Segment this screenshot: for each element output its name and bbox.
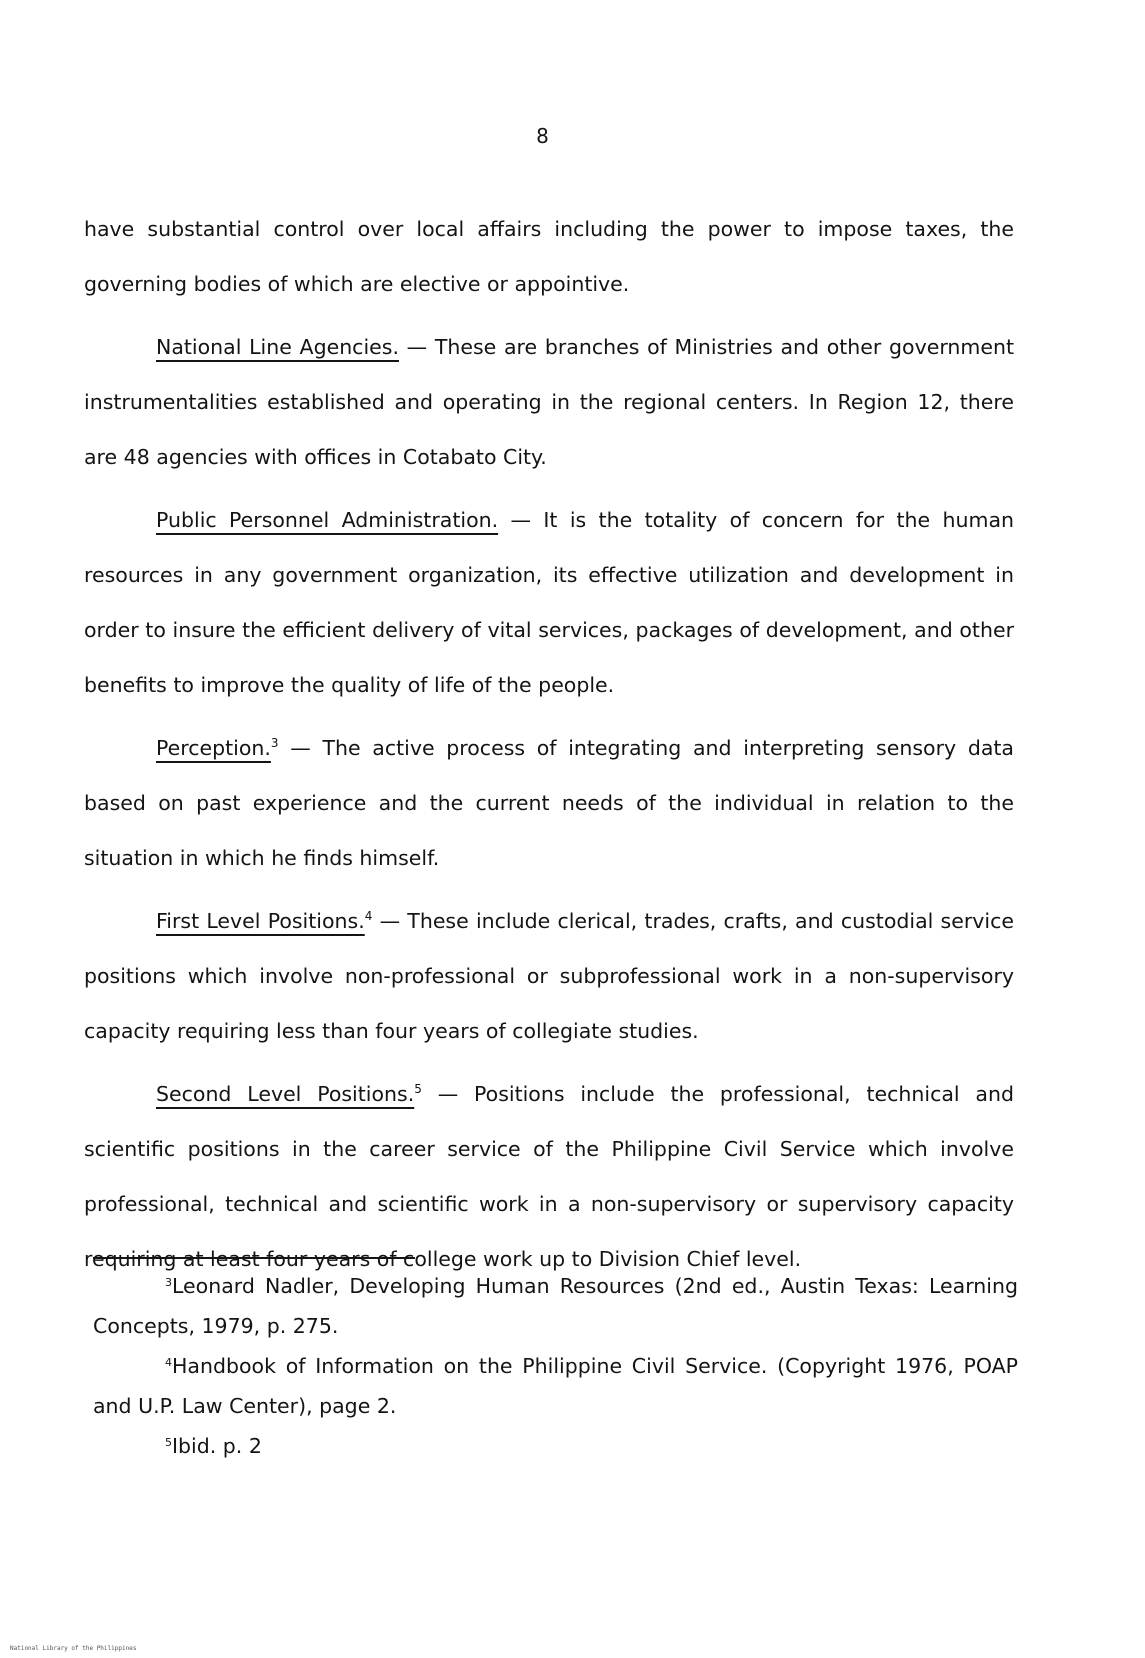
library-imprint: National Library of the Philippines (10, 1645, 137, 1652)
footnote-marker: 5 (165, 1436, 172, 1449)
footnote (93, 1346, 1018, 1426)
definition-term: Second Level Positions. (156, 1082, 415, 1106)
footnote (93, 1266, 1018, 1346)
definition-text: — The active process of integrating and interpreting sensory data based on past experience and the current needs of the individual in relation to the situation in which he finds himself. (84, 736, 1014, 870)
definition-text: — It is the totality of concern for the human resources in any government organization, its effective utilization and development in order to insure the efficient delivery of vital services, packages of development, and other benefits to improve the quality of life of the people. (84, 508, 1014, 697)
definition-first-level-positions (84, 894, 1014, 1059)
page-number: 8 (536, 124, 549, 148)
footnote-marker: 3 (165, 1276, 172, 1289)
body-text (84, 202, 1014, 1295)
definition-public-personnel-administration (84, 493, 1014, 713)
definition-perception (84, 721, 1014, 886)
footnote-reference: 4 (364, 909, 373, 923)
definition-term: Public Personnel Administration. (156, 508, 499, 532)
footnote (93, 1426, 1018, 1466)
definition-text: — These are branches of Ministries and other government instrumentalities established and operating in the regional centers. In Region 12, there are 48 agencies with offices in Cotabato City. (84, 335, 1014, 469)
definition-term: First Level Positions. (156, 909, 365, 933)
footnote-text: Leonard Nadler, Developing Human Resources (2nd ed., Austin Texas: Learning Concepts, 1979, p. 275. (93, 1274, 1018, 1338)
definition-text: — Positions include the professional, technical and scientific positions in the career service of the Philippine Civil Service which involve professional, technical and scientific work in a non-supervisory or supervisory capacity requiring at least four years of college work up to Division Chief level. (84, 1082, 1014, 1271)
opening-paragraph: have substantial control over local affairs including the power to impose taxes, the governing bodies of which are elective or appointive. (84, 217, 1014, 296)
footnotes (93, 1266, 1018, 1466)
definition-second-level-positions (84, 1067, 1014, 1287)
definition-text: — These include clerical, trades, crafts, and custodial service positions which involve non-professional or subprofessional work in a non-supervisory capacity requiring less than four years of collegiate studies. (84, 909, 1014, 1043)
footnote-reference: 3 (270, 736, 279, 750)
definition-term: National Line Agencies. (156, 335, 399, 359)
footnote-text: Ibid. p. 2 (172, 1434, 262, 1458)
definition-national-line-agencies (84, 320, 1014, 485)
footnote-text: Handbook of Information on the Philippine Civil Service. (Copyright 1976, POAP and U.P. Law Center), page 2. (93, 1354, 1018, 1418)
footnote-marker: 4 (165, 1356, 172, 1369)
definition-term: Perception. (156, 736, 271, 760)
footnote-divider (93, 1257, 415, 1259)
footnote-reference: 5 (414, 1082, 422, 1096)
